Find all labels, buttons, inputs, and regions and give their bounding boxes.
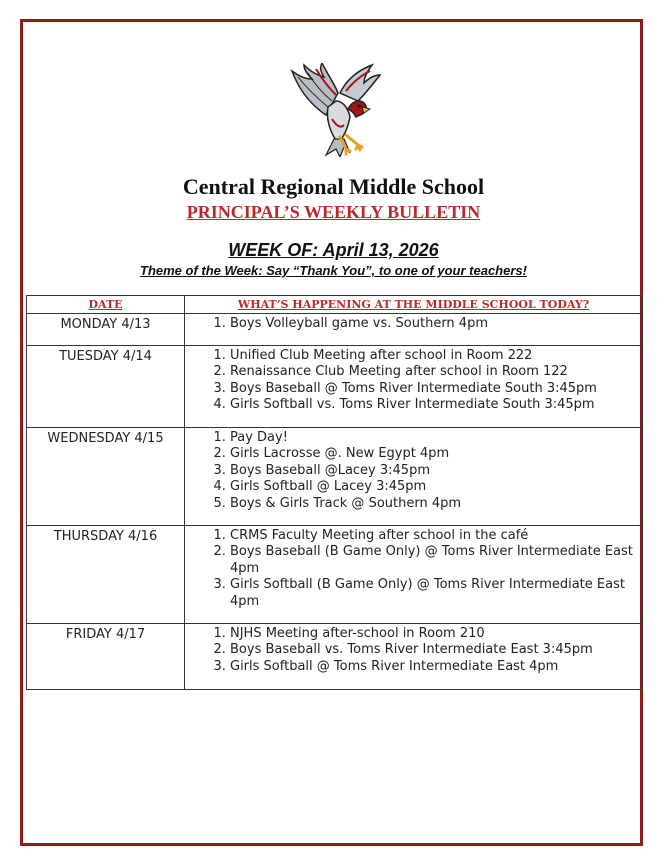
list-item: 1. NJHS Meeting after-school in Room 210 [230,626,636,642]
table-row [27,346,643,428]
table-row [27,428,643,526]
list-item: 3. Girls Softball (B Game Only) @ Toms River Intermediate East 4pm [230,577,636,610]
events-cell [185,428,643,526]
eagle-mascot-icon [286,63,382,157]
list-item: 1. CRMS Faculty Meeting after school in the café [230,528,636,544]
bulletin-title: PRINCIPAL’S WEEKLY BULLETIN [186,202,481,222]
schedule-table [26,295,643,690]
list-item: 2. Renaissance Club Meeting after school in Room 122 [230,364,636,380]
day-cell: WEDNESDAY 4/15 [27,428,185,526]
school-name: Central Regional Middle School [182,174,485,199]
event-list [185,348,636,414]
event-list [185,430,636,512]
theme-of-week: Theme of the Week: Say “Thank You”, to one of your teachers! [140,263,527,278]
list-item: 2. Girls Lacrosse @. New Egypt 4pm [230,446,636,462]
list-item: 1. Boys Volleyball game vs. Southern 4pm [230,316,636,332]
event-list [185,528,636,610]
day-cell: THURSDAY 4/16 [27,526,185,624]
list-item: 4. Girls Softball vs. Toms River Intermediate South 3:45pm [230,397,636,413]
table-row [27,624,643,690]
day-cell: TUESDAY 4/14 [27,346,185,428]
table-row [27,314,643,346]
list-item: 3. Boys Baseball @ Toms River Intermediate South 3:45pm [230,381,636,397]
events-cell [185,314,643,346]
events-cell [185,624,643,690]
happening-header: WHAT’S HAPPENING AT THE MIDDLE SCHOOL TODAY? [185,296,643,314]
list-item: 2. Boys Baseball vs. Toms River Intermediate East 3:45pm [230,642,636,658]
week-of: WEEK OF: April 13, 2026 [228,240,439,260]
list-item: 1. Pay Day! [230,430,636,446]
day-cell: MONDAY 4/13 [27,314,185,346]
table-row [27,526,643,624]
event-list [185,626,636,675]
day-cell: FRIDAY 4/17 [27,624,185,690]
events-cell [185,346,643,428]
date-header: DATE [27,296,185,314]
events-cell [185,526,643,624]
event-list [185,316,636,332]
list-item: 4. Girls Softball @ Lacey 3:45pm [230,479,636,495]
list-item: 1. Unified Club Meeting after school in Room 222 [230,348,636,364]
list-item: 3. Girls Softball @ Toms River Intermediate East 4pm [230,659,636,675]
list-item: 2. Boys Baseball (B Game Only) @ Toms River Intermediate East 4pm [230,544,636,577]
list-item: 5. Boys & Girls Track @ Southern 4pm [230,496,636,512]
list-item: 3. Boys Baseball @Lacey 3:45pm [230,463,636,479]
